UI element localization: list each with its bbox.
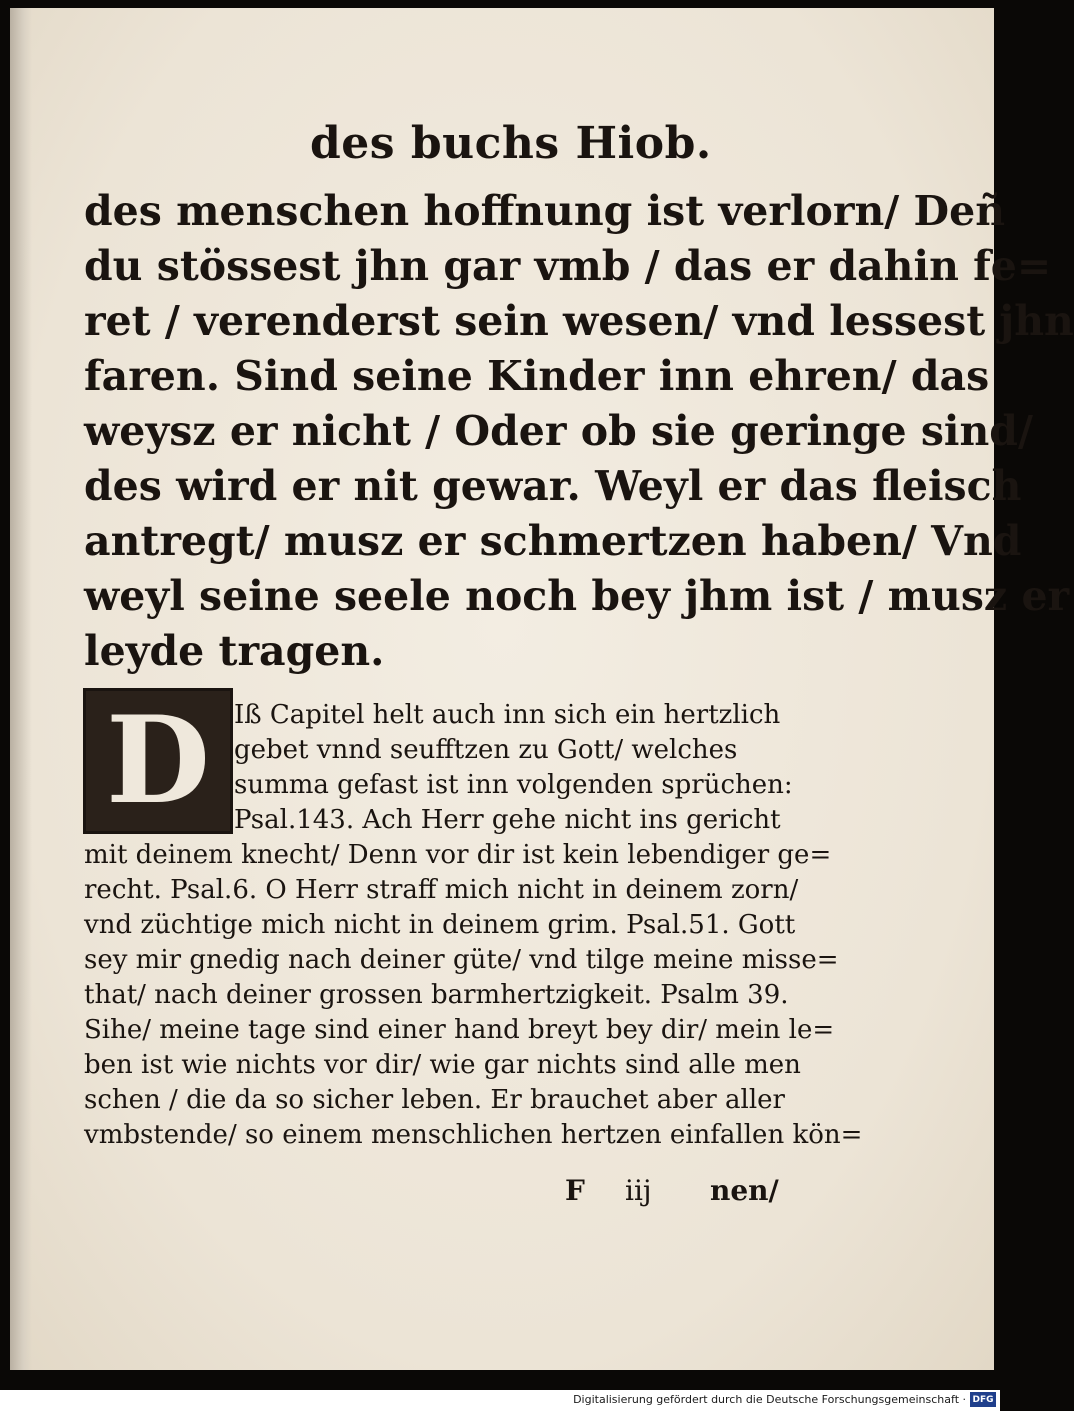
scripture-line: weyl seine seele noch bey jhm ist / musz er	[84, 572, 1070, 620]
funding-credit: Digitalisierung gefördert durch die Deutsche Forschungsgemeinschaft ·	[573, 1393, 966, 1406]
initial-letter: D	[105, 690, 211, 831]
scripture-line: du stössest jhn gar vmb / das er dahin fe=	[84, 242, 1052, 290]
commentary-line: Psal.143. Ach Herr gehe nicht ins gericht	[234, 805, 781, 835]
running-headline: des buchs Hiob.	[310, 118, 712, 169]
commentary-line: Sihe/ meine tage sind einer hand breyt bey dir/ mein le=	[84, 1015, 835, 1045]
scripture-line: weysz er nicht / Oder ob sie geringe sind/	[84, 407, 1033, 455]
commentary-line: gebet vnnd seufftzen zu Gott/ welches	[234, 735, 738, 765]
scripture-line: ret / verenderst sein wesen/ vnd lessest jhn	[84, 297, 1074, 345]
commentary-line: schen / die da so sicher leben. Er brauchet aber aller	[84, 1085, 785, 1115]
signature-mark: F	[565, 1174, 585, 1207]
commentary-text-block	[84, 690, 863, 1153]
page-gutter-shadow	[10, 8, 32, 1370]
commentary-line: ben ist wie nichts vor dir/ wie gar nichts sind alle men	[84, 1050, 801, 1080]
scripture-line: des wird er nit gewar. Weyl er das fleisch	[84, 462, 1022, 510]
scripture-line: leyde tragen.	[84, 627, 385, 675]
scripture-line: faren. Sind seine Kinder inn ehren/ das	[84, 352, 990, 400]
footer-bar	[0, 1390, 1000, 1411]
dfg-logo-icon: DFG	[970, 1392, 996, 1407]
commentary-line: recht. Psal.6. O Herr straff mich nicht in deinem zorn/	[84, 875, 799, 905]
commentary-line: mit deinem knecht/ Denn vor dir ist kein lebendiger ge=	[84, 840, 832, 870]
scripture-line: des menschen hoffnung ist verlorn/ Deñ	[84, 187, 1005, 235]
book-page	[10, 8, 1074, 1370]
catchword: nen/	[710, 1174, 779, 1207]
commentary-line: summa gefast ist inn volgenden sprüchen:	[234, 770, 793, 800]
commentary-line: vmbstende/ so einem menschlichen hertzen einfallen kön=	[84, 1120, 863, 1150]
scripture-line: antregt/ musz er schmertzen haben/ Vnd	[84, 517, 1022, 565]
commentary-line: that/ nach deiner grossen barmhertzigkeit. Psalm 39.	[84, 980, 789, 1010]
scripture-text-block	[84, 184, 1074, 679]
commentary-line: Iß Capitel helt auch inn sich ein hertzlich	[234, 700, 781, 730]
commentary-line: vnd züchtige mich nicht in deinem grim. Psal.51. Gott	[84, 910, 796, 940]
signature-number: iij	[625, 1174, 652, 1207]
commentary-line: sey mir gnedig nach deiner güte/ vnd tilge meine misse=	[84, 945, 839, 975]
